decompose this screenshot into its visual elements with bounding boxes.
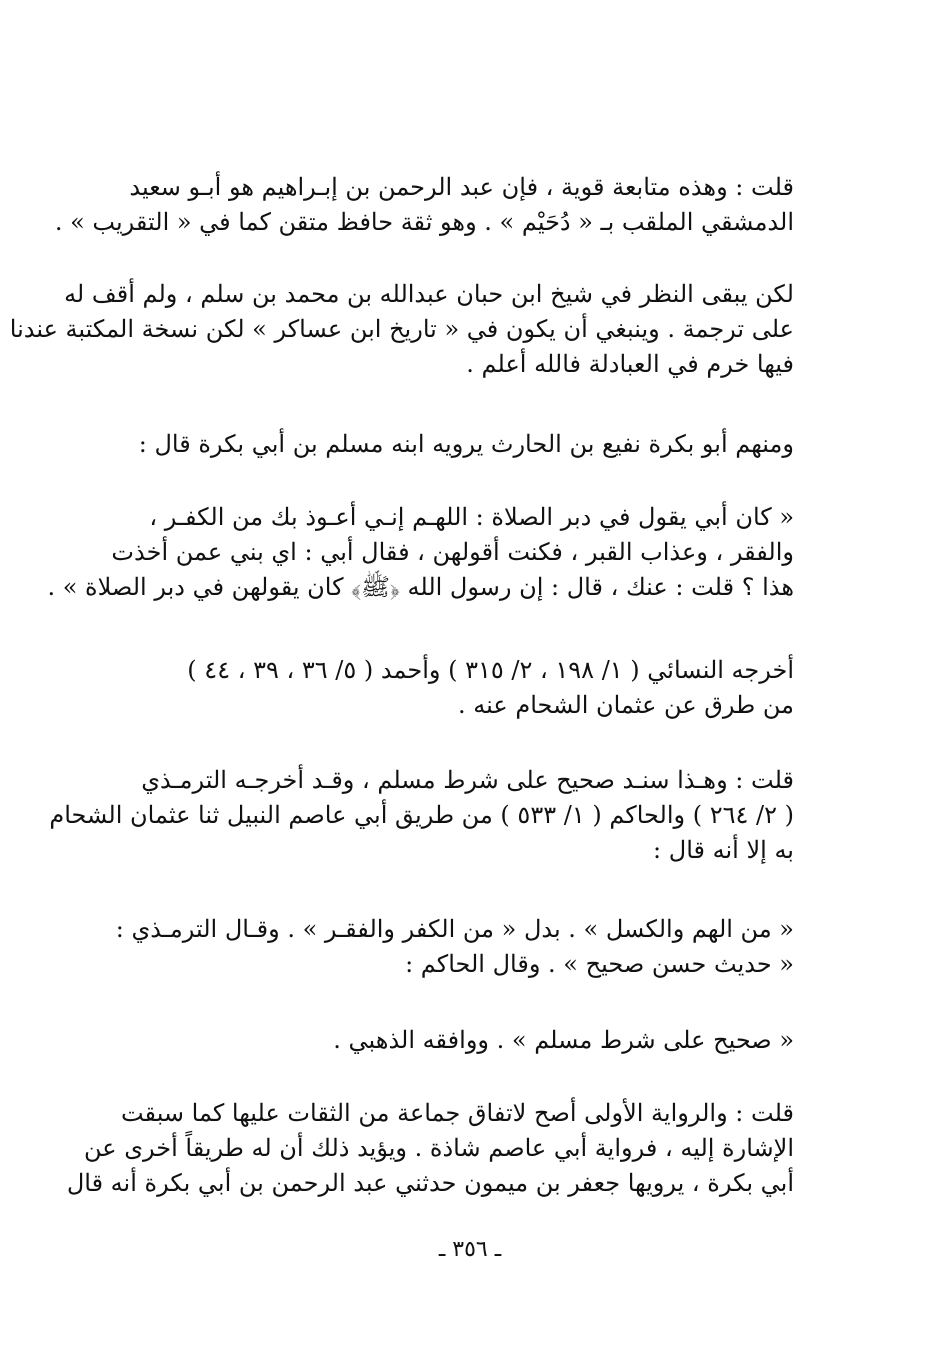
text-line: قلت : وهذه متابعة قوية ، فإن عبد الرحمن بن إبـراهيم هو أبـو سعيد <box>129 173 794 201</box>
text-line: قلت : وهـذا سنـد صحيح على شرط مسلم ، وقـد أخرجـه الترمـذي <box>141 766 794 794</box>
paragraph-9 <box>66 1096 794 1201</box>
text-line: ( ٢/ ٢٦٤ ) والحاكم ( ١/ ٥٣٣ ) من طريق أبي عاصم النبيل ثنا عثمان الشحام <box>49 801 794 829</box>
text-line: قلت : والرواية الأولى أصح لاتفاق جماعة من الثقات عليها كما سبقت <box>120 1099 794 1127</box>
text-line: « من الهم والكسل » . بدل « من الكفر والفقـر » . وقـال الترمـذي : <box>115 915 794 943</box>
text-line: « كان أبي يقول في دبر الصلاة : اللهـم إنـي أعـوذ بك من الكفـر ، <box>149 503 794 531</box>
text-line: « صحيح على شرط مسلم » . ووافقه الذهبي . <box>333 1026 794 1054</box>
paragraph-5-reference <box>118 653 794 723</box>
text-line: فيها خرم في العبادلة فالله أعلم . <box>466 350 794 378</box>
text-line: « حديث حسن صحيح » . وقال الحاكم : <box>405 950 794 978</box>
text-line: به إلا أنه قال : <box>653 836 794 864</box>
text-line: ومنهم أبو بكرة نفيع بن الحارث يرويه ابنه مسلم بن أبي بكرة قال : <box>138 430 794 458</box>
paragraph-6 <box>49 763 794 868</box>
text-line: على ترجمة . وينبغي أن يكون في « تاريخ ابن عساكر » لكن نسخة المكتبة عندنا <box>9 315 794 343</box>
paragraph-4-quote <box>47 500 794 605</box>
text-line: من طرق عن عثمان الشحام عنه . <box>458 691 794 719</box>
text-line: أبي بكرة ، يرويها جعفر بن ميمون حدثني عبد الرحمن بن أبي بكرة أنه قال <box>66 1169 794 1197</box>
text-line: والفقر ، وعذاب القبر ، فكنت أقولهن ، فقال أبي : اي بني عمن أخذت <box>111 538 794 566</box>
paragraph-3 <box>118 427 794 462</box>
text-line: الإشارة إليه ، فرواية أبي عاصم شاذة . ويؤيد ذلك أن له طريقاً أخرى عن <box>84 1134 794 1162</box>
paragraph-2 <box>9 277 794 382</box>
paragraph-8 <box>118 1023 794 1058</box>
text-line: لكن يبقى النظر في شيخ ابن حبان عبدالله بن محمد بن سلم ، ولم أقف له <box>64 280 794 308</box>
page-number: ـ ٣٥٦ ـ <box>438 1237 502 1262</box>
text-line: أخرجه النسائي ( ١/ ١٩٨ ، ٢/ ٣١٥ ) وأحمد ( ٥/ ٣٦ ، ٣٩ ، ٤٤ ) <box>187 656 794 684</box>
paragraph-1 <box>54 170 794 240</box>
text-line: الدمشقي الملقب بـ « دُحَيْم » . وهو ثقة حافظ متقن كما في « التقريب » . <box>54 208 794 236</box>
text-line: هذا ؟ قلت : عنك ، قال : إن رسول الله ﴿ﷺ﴾ كان يقولهن في دبر الصلاة » . <box>47 573 794 601</box>
paragraph-7 <box>115 912 794 982</box>
